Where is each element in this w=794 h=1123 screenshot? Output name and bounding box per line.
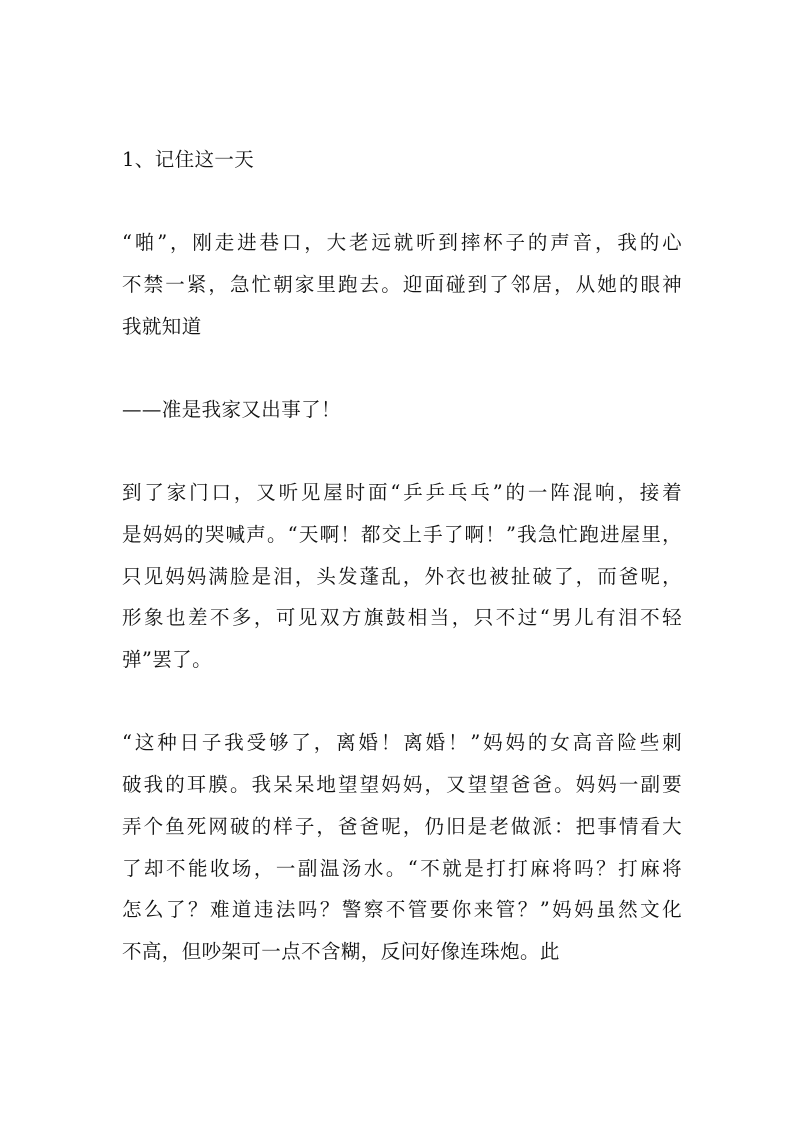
- paragraph-line: 了却不能收场，一副温汤水。“不就是打打麻将吗？打麻将: [122, 857, 682, 880]
- paragraph-line: 形象也差不多，可见双方旗鼓相当，只不过“男儿有泪不轻: [122, 606, 682, 629]
- paragraph-line: 弹”罢了。: [122, 648, 212, 671]
- paragraph-line: 不禁一紧，急忙朝家里跑去。迎面碰到了邻居，从她的眼神: [122, 273, 682, 296]
- paragraph-line: 只见妈妈满脸是泪，头发蓬乱，外衣也被扯破了，而爸呢，: [122, 565, 682, 588]
- paragraph-line: 到了家门口，又听见屋时面“乒乒乓乓”的一阵混响，接着: [122, 481, 682, 504]
- paragraph-line: “这种日子我受够了，离婚！离婚！”妈妈的女高音险些刺: [122, 731, 682, 754]
- paragraph-line: 是妈妈的哭喊声。“天啊！都交上手了啊！”我急忙跑进屋里，: [122, 523, 682, 546]
- paragraph-line: ——准是我家又出事了！: [122, 398, 341, 421]
- paragraph-line: 不高，但吵架可一点不含糊，反问好像连珠炮。此: [122, 940, 560, 963]
- paragraph-line: 破我的耳膜。我呆呆地望望妈妈，又望望爸爸。妈妈一副要: [122, 773, 682, 796]
- paragraph-line: “啪”，刚走进巷口，大老远就听到摔杯子的声音，我的心: [122, 231, 682, 254]
- paragraph-line: 怎么了？难道违法吗？警察不管要你来管？”妈妈虽然文化: [122, 898, 682, 921]
- document-title: 1、记住这一天: [122, 148, 255, 171]
- paragraph-line: 我就知道: [122, 315, 202, 338]
- paragraph-line: 弄个鱼死网破的样子，爸爸呢，仍旧是老做派：把事情看大: [122, 815, 682, 838]
